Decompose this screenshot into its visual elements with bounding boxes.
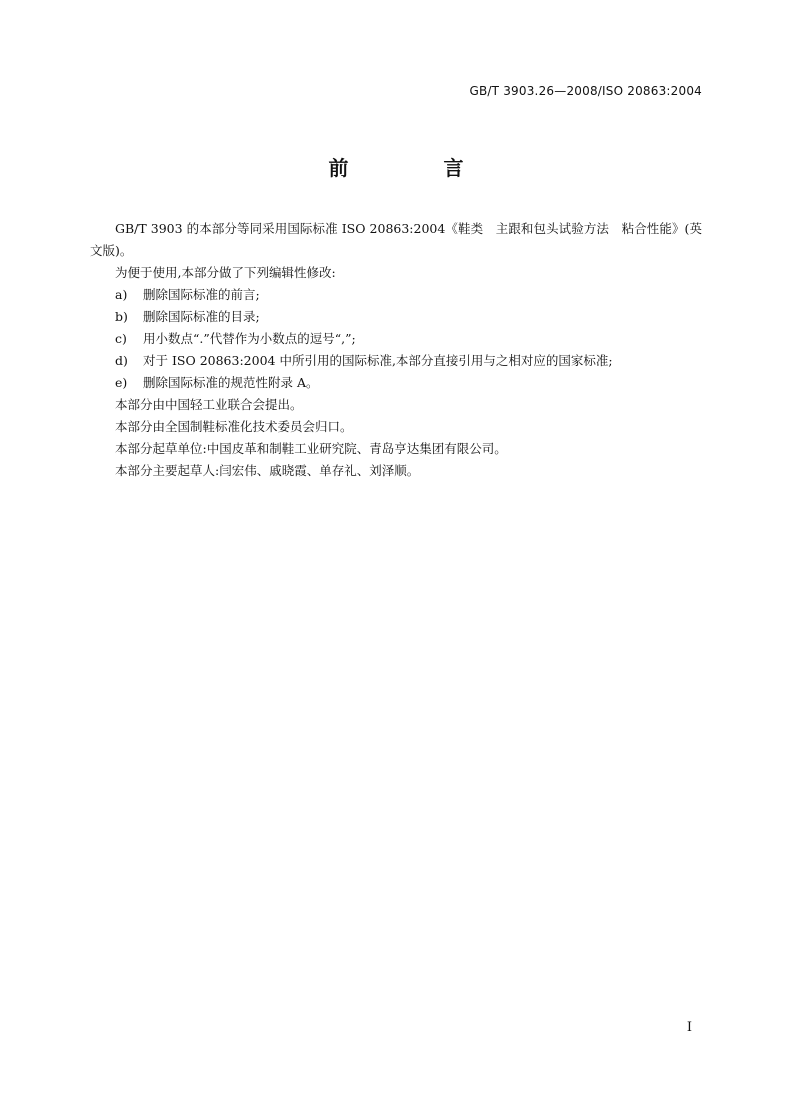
list-marker: e) bbox=[115, 375, 128, 390]
intro-paragraph: GB/T 3903 的本部分等同采用国际标准 ISO 20863:2004《鞋类 主跟和包头试验方法 粘合性能》(英文版)。 bbox=[90, 221, 702, 258]
proposer-paragraph: 本部分由中国轻工业联合会提出。 bbox=[115, 397, 303, 412]
list-marker: d) bbox=[115, 353, 128, 368]
list-item bbox=[90, 284, 702, 306]
drafters-paragraph: 本部分主要起草人:闫宏伟、戚晓霞、单存礼、刘泽顺。 bbox=[115, 463, 420, 478]
list-item bbox=[90, 328, 702, 350]
drafting-units-paragraph: 本部分起草单位:中国皮革和制鞋工业研究院、青岛亨达集团有限公司。 bbox=[115, 441, 507, 456]
list-item bbox=[90, 350, 702, 372]
page-number: I bbox=[686, 1020, 692, 1035]
list-item-text: 删除国际标准的目录; bbox=[143, 309, 260, 324]
list-item-text: 用小数点“.”代替作为小数点的逗号“,”; bbox=[143, 331, 356, 346]
page-title: 前 言 bbox=[328, 156, 508, 180]
list-item-text: 删除国际标准的前言; bbox=[143, 287, 260, 302]
list-item bbox=[90, 306, 702, 328]
list-item bbox=[90, 372, 702, 394]
list-marker: c) bbox=[115, 331, 127, 346]
list-item-text: 删除国际标准的规范性附录 A。 bbox=[143, 375, 319, 390]
list-item-text: 对于 ISO 20863:2004 中所引用的国际标准,本部分直接引用与之相对应的国家标准; bbox=[143, 353, 613, 368]
document-body bbox=[90, 218, 702, 482]
list-marker: b) bbox=[115, 309, 128, 324]
committee-paragraph: 本部分由全国制鞋标准化技术委员会归口。 bbox=[115, 419, 353, 434]
list-marker: a) bbox=[115, 287, 128, 302]
standard-code: GB/T 3903.26—2008/ISO 20863:2004 bbox=[469, 84, 702, 98]
edit-lead-paragraph: 为便于使用,本部分做了下列编辑性修改: bbox=[115, 265, 336, 280]
